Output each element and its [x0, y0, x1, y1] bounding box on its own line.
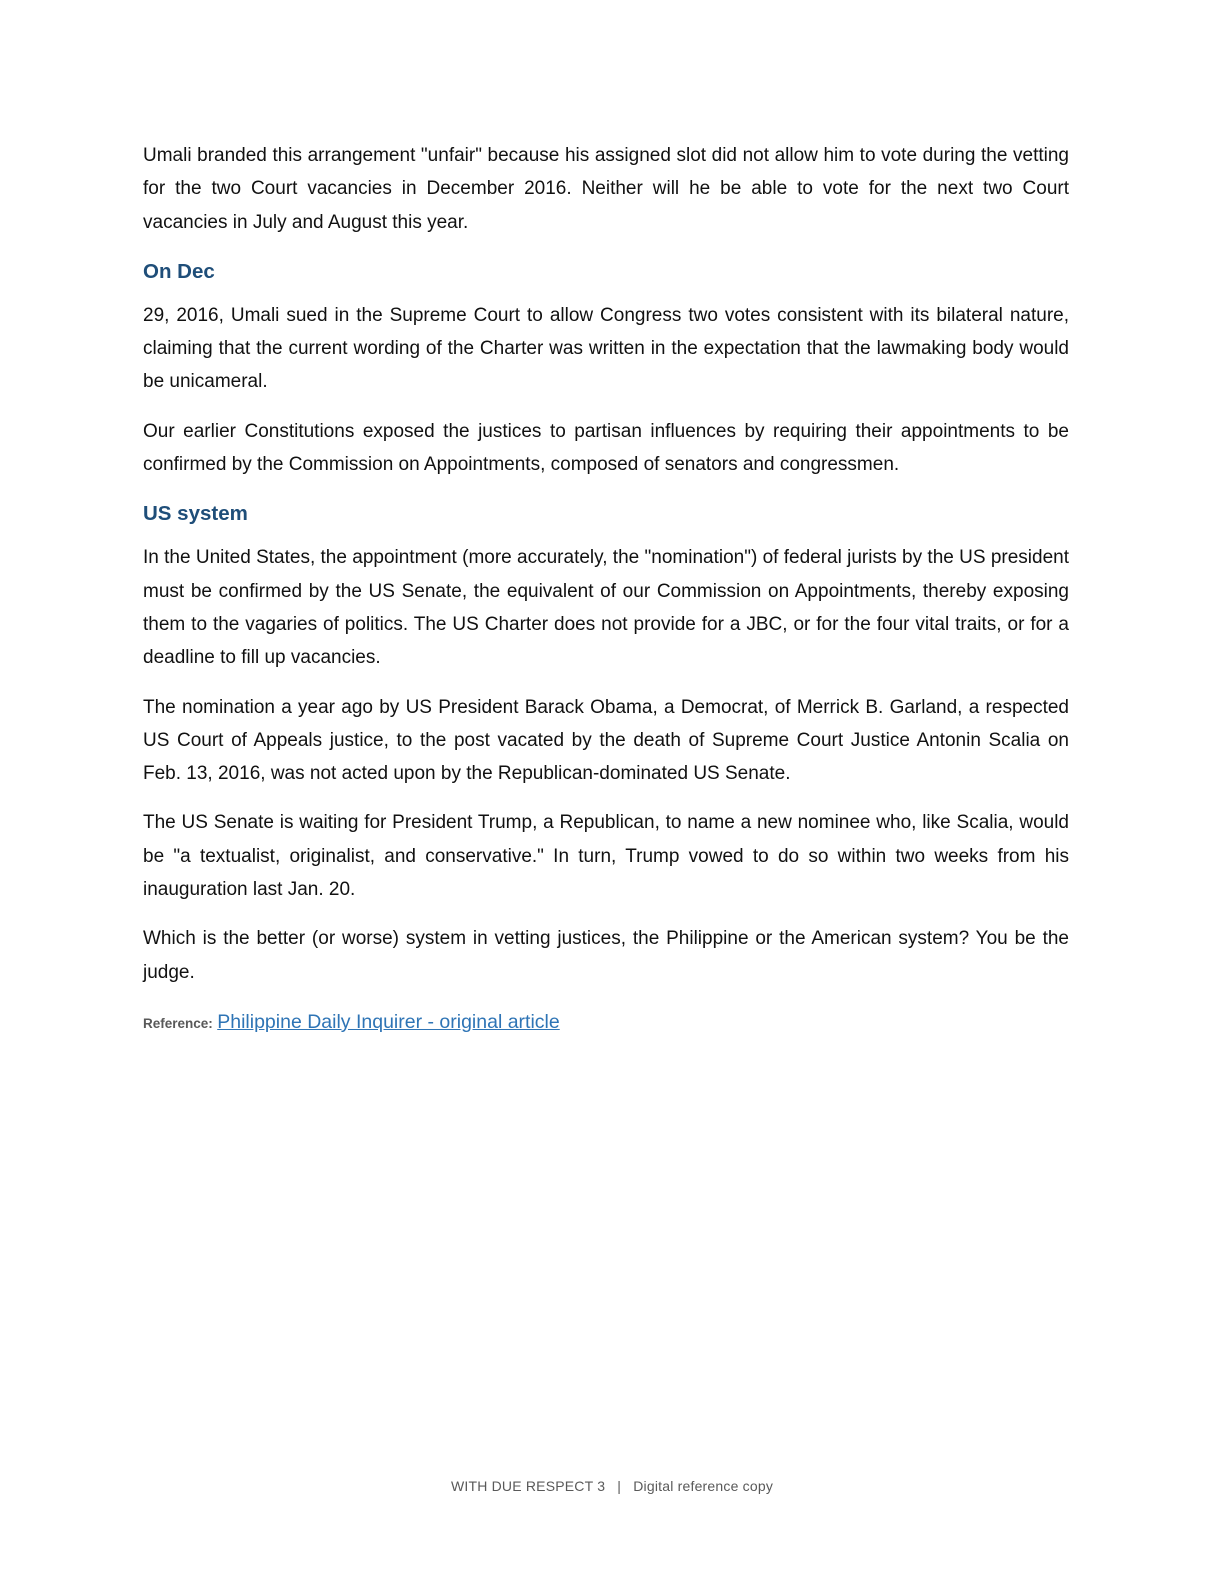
paragraph-obama-nomination: The nomination a year ago by US President Barack Obama, a Democrat, of Merrick B. Garland, a respected US Court of Appeals justice, to the post vacated by the death of Supreme Court Justice Antonin Scalia on Feb. 13, 2016, was not acted upon by the Republican-dominated US Senate.: [143, 696, 1069, 785]
paragraph-umali-unfair: Umali branded this arrangement "unfair" because his assigned slot did not allow him to vote during the vetting for the two Court vacancies in December 2016. Neither will he be able to vote for the next two Court vacancies in July and August this year.: [143, 145, 1069, 233]
paragraph-united-states: In the United States, the appointment (more accurately, the "nomination") of federal jurists by the US president must be confirmed by the US Senate, the equivalent of our Commission on Appointments, thereby exposing them to the vagaries of politics. The US Charter does not provide for a JBC, or for the four vital traits, or for a deadline to fill up vacancies.: [143, 547, 1069, 669]
section-heading-on-dec: On Dec: [143, 259, 215, 283]
paragraph-umali-sued: 29, 2016, Umali sued in the Supreme Court to allow Congress two votes consistent with its bilateral nature, claiming that the current wording of the Charter was written in the expectation that the lawmaking body would be unicameral.: [143, 304, 1069, 393]
paragraph-earlier-constitutions: Our earlier Constitutions exposed the justices to partisan influences by requiring their appointments to be confirmed by the Commission on Appointments, composed of senators and congressmen.: [143, 420, 1069, 476]
page-footer: [0, 1478, 1224, 1494]
paragraph-senate-waiting: The US Senate is waiting for President Trump, a Republican, to name a new nominee who, like Scalia, would be "a textualist, originalist, and conservative." In turn, Trump vowed to do so within two weeks from his inauguration last Jan. 20.: [143, 812, 1069, 901]
reference-label: Reference:: [143, 1015, 213, 1031]
document-page: [143, 139, 1069, 1041]
reference-line: [143, 1005, 1069, 1041]
paragraph-you-be-the-judge: Which is the better (or worse) system in vetting justices, the Philippine or the American system? You be the judge.: [143, 928, 1069, 983]
reference-link[interactable]: Philippine Daily Inquirer - original article: [217, 1010, 560, 1033]
footer-note: Digital reference copy: [633, 1478, 774, 1494]
section-heading-us-system: US system: [143, 502, 248, 526]
footer-title: WITH DUE RESPECT 3: [450, 1478, 606, 1494]
footer-separator: |: [617, 1478, 622, 1494]
